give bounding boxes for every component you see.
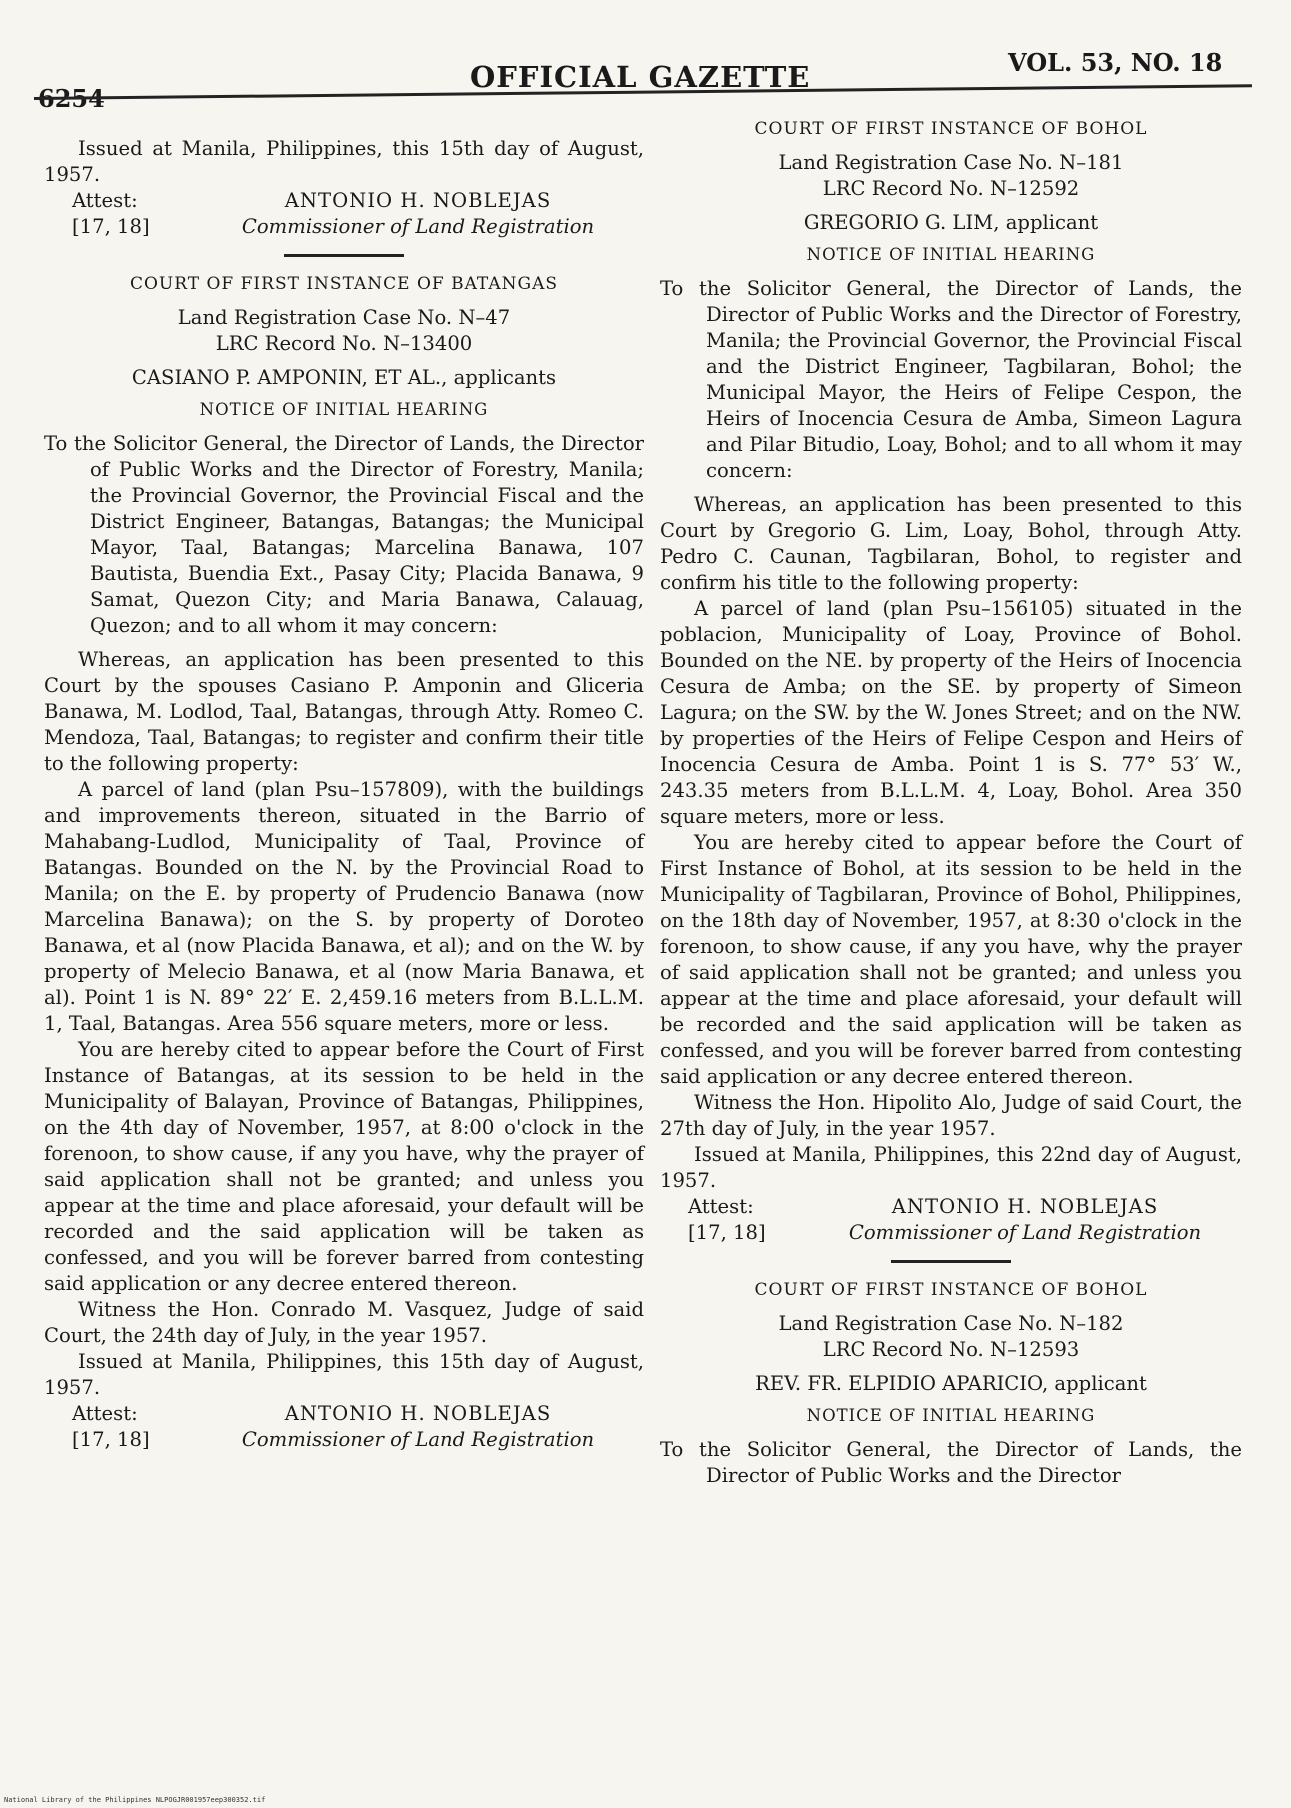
whereas-paragraph: Whereas, an application has been presented to this Court by the spouses Casiano P. Amponin and Gliceria Banawa, M. Lodlod, Taal, Batangas, through Atty. Romeo C. Mendoza, Taal, Batangas; to register and confirm their title to the following property:: [44, 648, 644, 775]
attest-ref: [17, 18]: [688, 1221, 766, 1244]
attest-name: ANTONIO H. NOBLEJAS: [284, 189, 552, 212]
attest-block: [72, 188, 644, 240]
issued-line: Issued at Manila, Philippines, this 15th day of August, 1957.: [44, 137, 644, 186]
attest-label: Attest:: [72, 1402, 138, 1425]
volume-number: VOL. 53, NO. 18: [1008, 48, 1223, 77]
applicant-line: [44, 365, 644, 391]
attest-ref: [17, 18]: [72, 215, 150, 238]
attest-name: ANTONIO H. NOBLEJAS: [284, 1402, 552, 1425]
publication-title: OFFICIAL GAZETTE: [470, 60, 811, 94]
cited-paragraph: You are hereby cited to appear before the Court of First Instance of Batangas, at its session to be held in the Municipality of Balayan, Province of Batangas, Philippines, on the 4th day of November, 1957, at 8:00 o'clock in the forenoon, to show cause, if any you have, why the prayer of said application shall not be granted; and unless you appear at the time and place aforesaid, your default will be recorded and the said application will be taken as confessed, and you will be forever barred from contesting said application or any decree entered thereon.: [44, 1038, 644, 1295]
left-column: [44, 136, 644, 1453]
attest-name: ANTONIO H. NOBLEJAS: [891, 1195, 1159, 1218]
witness-paragraph: Witness the Hon. Hipolito Alo, Judge of said Court, the 27th day of July, in the year 1957.: [660, 1091, 1242, 1140]
case-number: Land Registration Case No. N–181: [778, 151, 1124, 174]
issued-paragraph: Issued at Manila, Philippines, this 15th day of August, 1957.: [44, 1350, 644, 1399]
attest-title: Commissioner of Land Registration: [848, 1221, 1202, 1244]
witness-paragraph: Witness the Hon. Conrado M. Vasquez, Judge of said Court, the 24th day of July, in the year 1957.: [44, 1298, 644, 1347]
attest-ref: [17, 18]: [72, 1428, 150, 1451]
whereas-paragraph: Whereas, an application has been presented to this Court by Gregorio G. Lim, Loay, Bohol, through Atty. Pedro C. Caunan, Tagbilaran, Bohol, to register and confirm his title to the following property:: [660, 493, 1242, 594]
addressees: To the Solicitor General, the Director of Lands, the Director of Public Works and the Director of Forestry, Manila; the Provincial Governor, the Provincial Fiscal and the District Engineer, Batangas, Batangas; the Municipal Mayor, Taal, Batangas; Marcelina Banawa, 107 Bautista, Buendia Ext., Pasay City; Placida Banawa, 9 Samat, Quezon City; and Maria Banawa, Calauag, Quezon; and to all whom it may concern:: [44, 432, 644, 637]
addressees: To the Solicitor General, the Director of Lands, the Director of Public Works and the Director of Forestry, Manila; the Provincial Governor, the Provincial Fiscal and the District Engineer, Tagbilaran, Bohol; the Municipal Mayor, the Heirs of Felipe Cespon, the Heirs of Inocencia Cesura de Amba, Simeon Lagura and Pilar Bitudio, Loay, Bohol; and to all whom it may concern:: [660, 277, 1242, 482]
attest-title: Commissioner of Land Registration: [241, 1428, 595, 1451]
court-heading: COURT OF FIRST INSTANCE OF BATANGAS: [129, 274, 558, 294]
record-number: LRC Record No. N–13400: [215, 332, 473, 355]
scan-source-label: National Library of the Philippines NLPOGJR001957eep300352.tif: [4, 1796, 266, 1804]
attest-title: Commissioner of Land Registration: [241, 215, 595, 238]
applicant-line: [660, 210, 1242, 236]
court-heading: COURT OF FIRST INSTANCE OF BOHOL: [754, 119, 1148, 139]
issued-paragraph: Issued at Manila, Philippines, this 22nd day of August, 1957.: [660, 1143, 1242, 1192]
attest-block: [72, 1401, 644, 1453]
applicant-name: GREGORIO G. LIM,: [803, 211, 1000, 234]
parcel-paragraph: A parcel of land (plan Psu–157809), with the buildings and improvements thereon, situated in the Barrio of Mahabang-Ludlod, Municipality of Taal, Province of Batangas. Bounded on the N. by the Provincial Road to Manila; on the E. by property of Prudencio Banawa (now Marcelina Banawa); on the S. by property of Doroteo Banawa, et al (now Placida Banawa, et al); and on the W. by property of Melecio Banawa, et al (now Maria Banawa, et al). Point 1 is N. 89° 22′ E. 2,459.16 meters from B.L.L.M. 1, Taal, Batangas. Area 556 square meters, more or less.: [44, 778, 644, 1035]
section-divider: [284, 254, 404, 257]
record-number: LRC Record No. N–12592: [822, 177, 1080, 200]
section-divider: [891, 1260, 1011, 1263]
notice-heading: NOTICE OF INITIAL HEARING: [199, 400, 489, 419]
notice-heading: NOTICE OF INITIAL HEARING: [806, 1406, 1096, 1425]
attest-block: [688, 1194, 1242, 1246]
court-heading: COURT OF FIRST INSTANCE OF BOHOL: [754, 1280, 1148, 1300]
addressees: To the Solicitor General, the Director of Lands, the Director of Public Works and the Director: [660, 1438, 1242, 1487]
case-number: Land Registration Case No. N–47: [177, 306, 511, 329]
page-number: 6254: [38, 84, 105, 113]
cited-paragraph: You are hereby cited to appear before the Court of First Instance of Bohol, at its session to be held in the Municipality of Tagbilaran, Province of Bohol, Philippines, on the 18th day of November, 1957, at 8:30 o'clock in the forenoon, to show cause, if any you have, why the prayer of said application shall not be granted; and unless you appear at the time and place aforesaid, your default will be recorded and the said application will be taken as confessed, and you will be forever barred from contesting said application or any decree entered thereon.: [660, 831, 1242, 1088]
applicant-line: [660, 1371, 1242, 1397]
right-column: [660, 116, 1242, 1489]
record-number: LRC Record No. N–12593: [822, 1338, 1080, 1361]
parcel-paragraph: A parcel of land (plan Psu–156105) situated in the poblacion, Municipality of Loay, Province of Bohol. Bounded on the NE. by property of the Heirs of Inocencia Cesura de Amba; on the SE. by property of Simeon Lagura; on the SW. by the W. Jones Street; and on the NW. by properties of the Heirs of Felipe Cespon and Heirs of Inocencia Cesura de Amba. Point 1 is S. 77° 53′ W., 243.35 meters from B.L.L.M. 4, Loay, Bohol. Area 350 square meters, more or less.: [660, 597, 1242, 828]
applicant-name: CASIANO P. AMPONIN, ET AL.,: [131, 366, 448, 389]
attest-label: Attest:: [688, 1195, 754, 1218]
applicant-role: applicants: [453, 366, 557, 389]
applicant-role: applicant: [1054, 1372, 1147, 1395]
case-number: Land Registration Case No. N–182: [778, 1312, 1124, 1335]
attest-label: Attest:: [72, 189, 138, 212]
applicant-role: applicant: [1005, 211, 1099, 234]
notice-heading: NOTICE OF INITIAL HEARING: [806, 245, 1096, 264]
applicant-name: REV. FR. ELPIDIO APARICIO,: [755, 1372, 1049, 1395]
